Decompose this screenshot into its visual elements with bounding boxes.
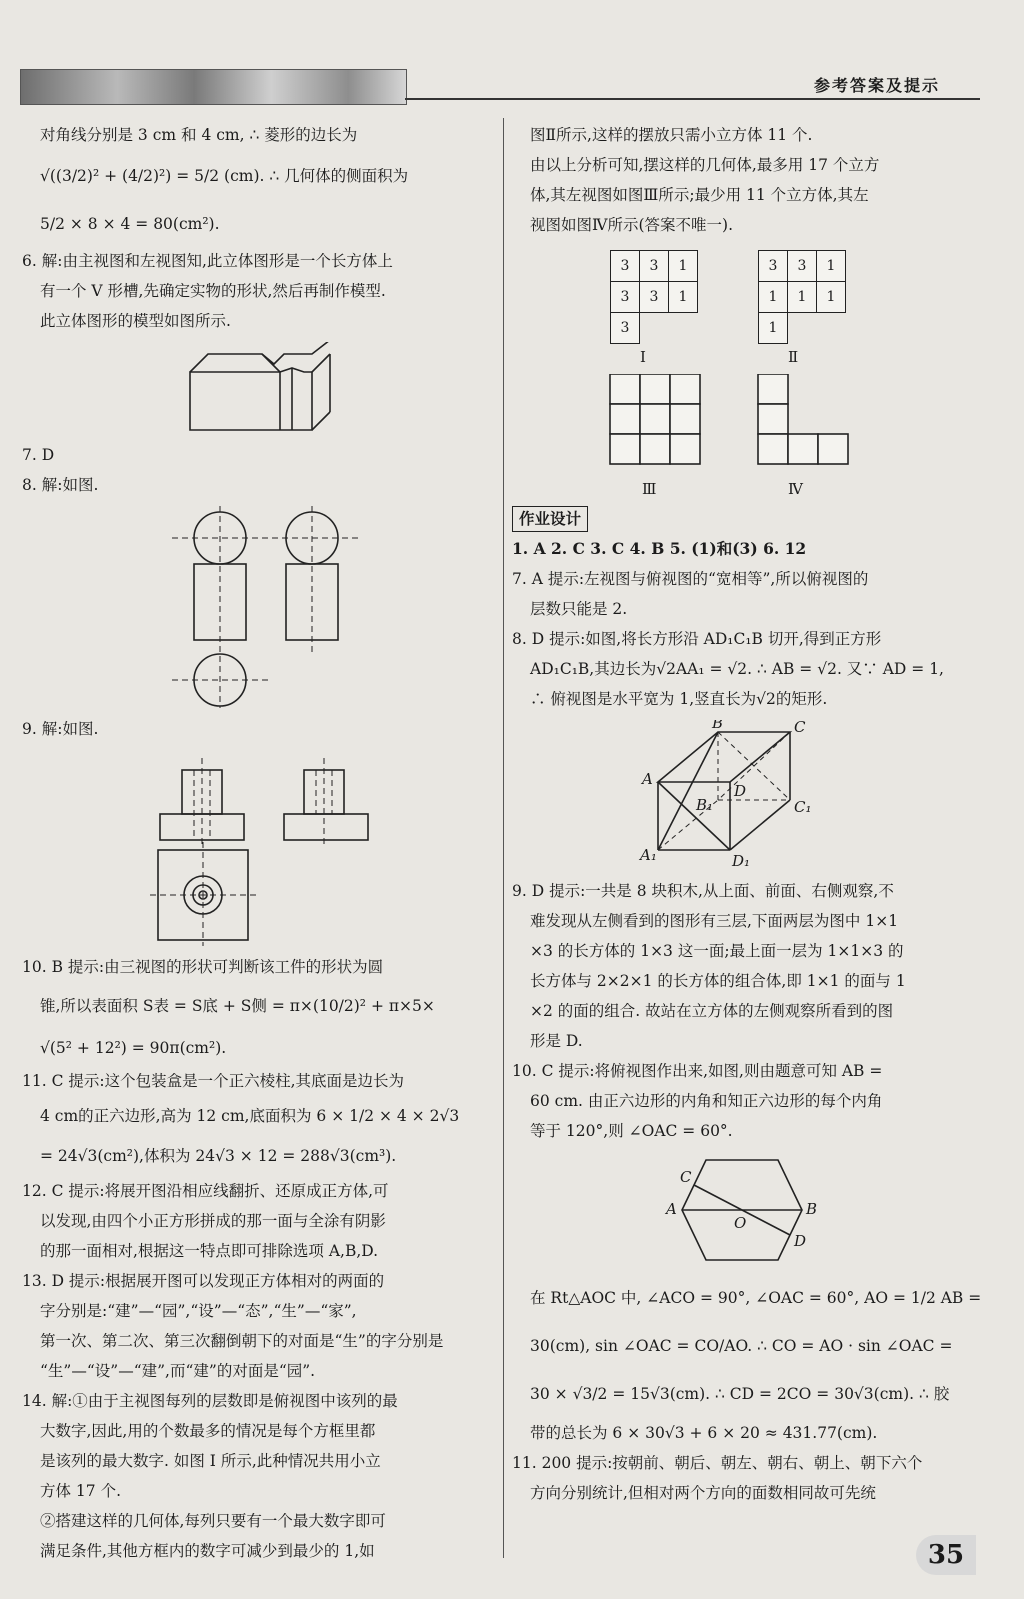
text-line: 30 × √3/2 = 15√3(cm). ∴ CD = 2CO = 30√3(cm). ∴ 胶 <box>530 1385 950 1403</box>
hex-label-o: O <box>734 1214 747 1232</box>
header-title: 参考答案及提示 <box>813 76 940 95</box>
hex-label-b: B <box>806 1200 818 1218</box>
cube-label-d1: D₁ <box>732 852 751 870</box>
answers-line: 1. A 2. C 3. C 4. B 5. (1)和(3) 6. 12 <box>512 539 807 558</box>
text-line: ②搭建这样的几何体,每列只要有一个最大数字即可 <box>40 1512 386 1530</box>
text-line: ×3 的长方体的 1×3 这一面;最上面一层为 1×1×3 的 <box>530 942 904 960</box>
q7-line: 7. D <box>22 446 55 464</box>
right-column <box>512 120 982 1508</box>
cylinder-views-figure <box>22 506 500 708</box>
text-line: 第一次、第二次、第三次翻倒朝下的对面是“生”的字分别是 <box>40 1332 444 1350</box>
grid-figures <box>512 246 982 496</box>
q8-line: 8. 解:如图. <box>22 476 99 494</box>
hexagon-figure <box>512 1152 982 1268</box>
a7-line: 7. A 提示:左视图与俯视图的“宽相等”,所以俯视图的 <box>512 570 869 588</box>
text-line: 以发现,由四个小正方形拼成的那一面与全涂有阴影 <box>40 1212 386 1230</box>
grid-cell: 1 <box>788 282 817 313</box>
text-line: 4 cm的正六边形,高为 12 cm,底面积为 6 × 1/2 × 4 × 2√3 <box>40 1107 460 1125</box>
grid-cell: 3 <box>611 282 640 313</box>
a10-line: 10. C 提示:将俯视图作出来,如图,则由题意可知 AB = <box>512 1062 883 1080</box>
grid-cell: 1 <box>669 251 698 282</box>
grid-figure-1 <box>610 250 698 344</box>
grid-cell <box>640 313 669 344</box>
text-line: = 24√3(cm²),体积为 24√3 × 12 = 288√3(cm³). <box>40 1147 397 1165</box>
text-line: 大数字,因此,用的个数最多的情况是每个方框里都 <box>40 1422 376 1440</box>
a9-line: 9. D 提示:一共是 8 块积木,从上面、前面、右侧观察,不 <box>512 882 894 900</box>
text-line: 由以上分析可知,摆这样的几何体,最多用 17 个立方 <box>530 156 880 174</box>
grid-cell: 1 <box>817 282 846 313</box>
page-header <box>20 65 980 107</box>
grid-cell <box>669 313 698 344</box>
figure-label-1: Ⅰ <box>640 348 646 366</box>
text-line: “生”—“设”—“建”,而“建”的对面是“园”. <box>40 1362 316 1380</box>
grid-cell <box>788 313 817 344</box>
column-divider <box>503 118 504 1558</box>
text-line: 字分别是:“建”—“园”,“设”—“态”,“生”—“家”, <box>40 1302 357 1320</box>
cube-label-c1: C₁ <box>794 798 812 816</box>
q13-line: 13. D 提示:根据展开图可以发现正方体相对的两面的 <box>22 1272 385 1290</box>
text-line: 带的总长为 6 × 30√3 + 6 × 20 ≈ 431.77(cm). <box>530 1424 878 1442</box>
grid-cell: 1 <box>817 251 846 282</box>
text-line: 方体 17 个. <box>40 1482 122 1500</box>
a11-line: 11. 200 提示:按朝前、朝后、朝左、朝右、朝上、朝下六个 <box>512 1454 923 1472</box>
q12-line: 12. C 提示:将展开图沿相应线翻折、还原成正方体,可 <box>22 1182 389 1200</box>
figure-label-4: Ⅳ <box>788 480 803 498</box>
text-line: 图Ⅱ所示,这样的摆放只需小立方体 11 个. <box>530 126 813 144</box>
cube-label-b: B <box>712 720 724 732</box>
text-line: 层数只能是 2. <box>530 600 628 618</box>
q10-line: 10. B 提示:由三视图的形状可判断该工件的形状为圆 <box>22 958 384 976</box>
figure-label-2: Ⅱ <box>788 348 799 366</box>
v-groove-model-figure <box>22 342 500 434</box>
q11-line: 11. C 提示:这个包装盒是一个正六棱柱,其底面是边长为 <box>22 1072 405 1090</box>
text-line: 有一个 V 形槽,先确定实物的形状,然后再制作模型. <box>40 282 386 300</box>
part-views-figure <box>22 750 500 946</box>
text-line: 形是 D. <box>530 1032 583 1050</box>
q6-line: 6. 解:由主视图和左视图知,此立体图形是一个长方体上 <box>22 252 393 270</box>
text-line: 在 Rt△AOC 中, ∠ACO = 90°, ∠OAC = 60°, AO = 1/2 AB = <box>530 1289 982 1307</box>
hex-label-d: D <box>794 1232 807 1250</box>
cube-label-d: D <box>734 782 747 800</box>
text-line: 30(cm), sin ∠OAC = CO/AO. ∴ CO = AO · sin ∠OAC = <box>530 1337 953 1355</box>
section-title: 作业设计 <box>512 506 588 532</box>
text-line: 5/2 × 8 × 4 = 80(cm²). <box>40 215 220 233</box>
text-line: AD₁C₁B,其边长为√2AA₁ = √2. ∴ AB = √2. 又∵ AD = 1, <box>530 660 944 678</box>
text-line: 此立体图形的模型如图所示. <box>40 312 231 330</box>
text-line: 长方体与 2×2×1 的长方体的组合体,即 1×1 的面与 1 <box>530 972 906 990</box>
text-line: 是该列的最大数字. 如图 I 所示,此种情况共用小立 <box>40 1452 381 1470</box>
grid-cell: 3 <box>611 313 640 344</box>
text-line: 锥,所以表面积 S表 = S底 + S侧 = π×(10/2)² + π×5× <box>40 997 435 1015</box>
text-line: 等于 120°,则 ∠OAC = 60°. <box>530 1122 733 1140</box>
figure-label-3: Ⅲ <box>642 480 657 498</box>
text-line: 难发现从左侧看到的图形有三层,下面两层为图中 1×1 <box>530 912 899 930</box>
grid-cell: 3 <box>611 251 640 282</box>
grid-cell: 1 <box>759 313 788 344</box>
cube-label-b1: B₁ <box>696 796 714 814</box>
text-line: √((3/2)² + (4/2)²) = 5/2 (cm). ∴ 几何体的侧面积为 <box>40 167 409 185</box>
header-decoration <box>20 69 407 105</box>
hex-label-c: C <box>680 1168 692 1186</box>
cube-label-a1: A₁ <box>640 846 657 864</box>
text-line: 视图如图Ⅳ所示(答案不唯一). <box>530 216 734 234</box>
text-line: 满足条件,其他方框内的数字可减少到最少的 1,如 <box>40 1542 375 1560</box>
text-line: ×2 的面的组合. 故站在立方体的左侧观察所看到的图 <box>530 1002 894 1020</box>
cube-label-a: A <box>642 770 653 788</box>
grid-cell: 3 <box>759 251 788 282</box>
text-line: 的那一面相对,根据这一特点即可排除选项 A,B,D. <box>40 1242 379 1260</box>
text-line: 60 cm. 由正六边形的内角和知正六边形的每个内角 <box>530 1092 883 1110</box>
grid-cell: 1 <box>669 282 698 313</box>
page-number: 35 <box>916 1535 976 1575</box>
grid-cell: 3 <box>640 282 669 313</box>
text-line: ∴ 俯视图是水平宽为 1,竖直长为√2的矩形. <box>530 690 828 708</box>
grid-cell: 3 <box>640 251 669 282</box>
text-line: 方向分别统计,但相对两个方向的面数相同故可先统 <box>530 1484 876 1502</box>
grid-cell: 1 <box>759 282 788 313</box>
left-column <box>22 120 500 1566</box>
grid-cell <box>817 313 846 344</box>
text-line: 对角线分别是 3 cm 和 4 cm, ∴ 菱形的边长为 <box>40 126 358 144</box>
cube-label-c: C <box>794 720 806 736</box>
q9-line: 9. 解:如图. <box>22 720 99 738</box>
hex-label-a: A <box>666 1200 677 1218</box>
cuboid-figure <box>512 720 982 870</box>
grid-figure-2 <box>758 250 846 344</box>
text-line: 体,其左视图如图Ⅲ所示;最少用 11 个立方体,其左 <box>530 186 869 204</box>
header-rule <box>405 98 980 100</box>
text-line: √(5² + 12²) = 90π(cm²). <box>40 1039 227 1057</box>
q14-line: 14. 解:①由于主视图每列的层数即是俯视图中该列的最 <box>22 1392 398 1410</box>
a8-line: 8. D 提示:如图,将长方形沿 AD₁C₁B 切开,得到正方形 <box>512 630 882 648</box>
grid-cell: 3 <box>788 251 817 282</box>
